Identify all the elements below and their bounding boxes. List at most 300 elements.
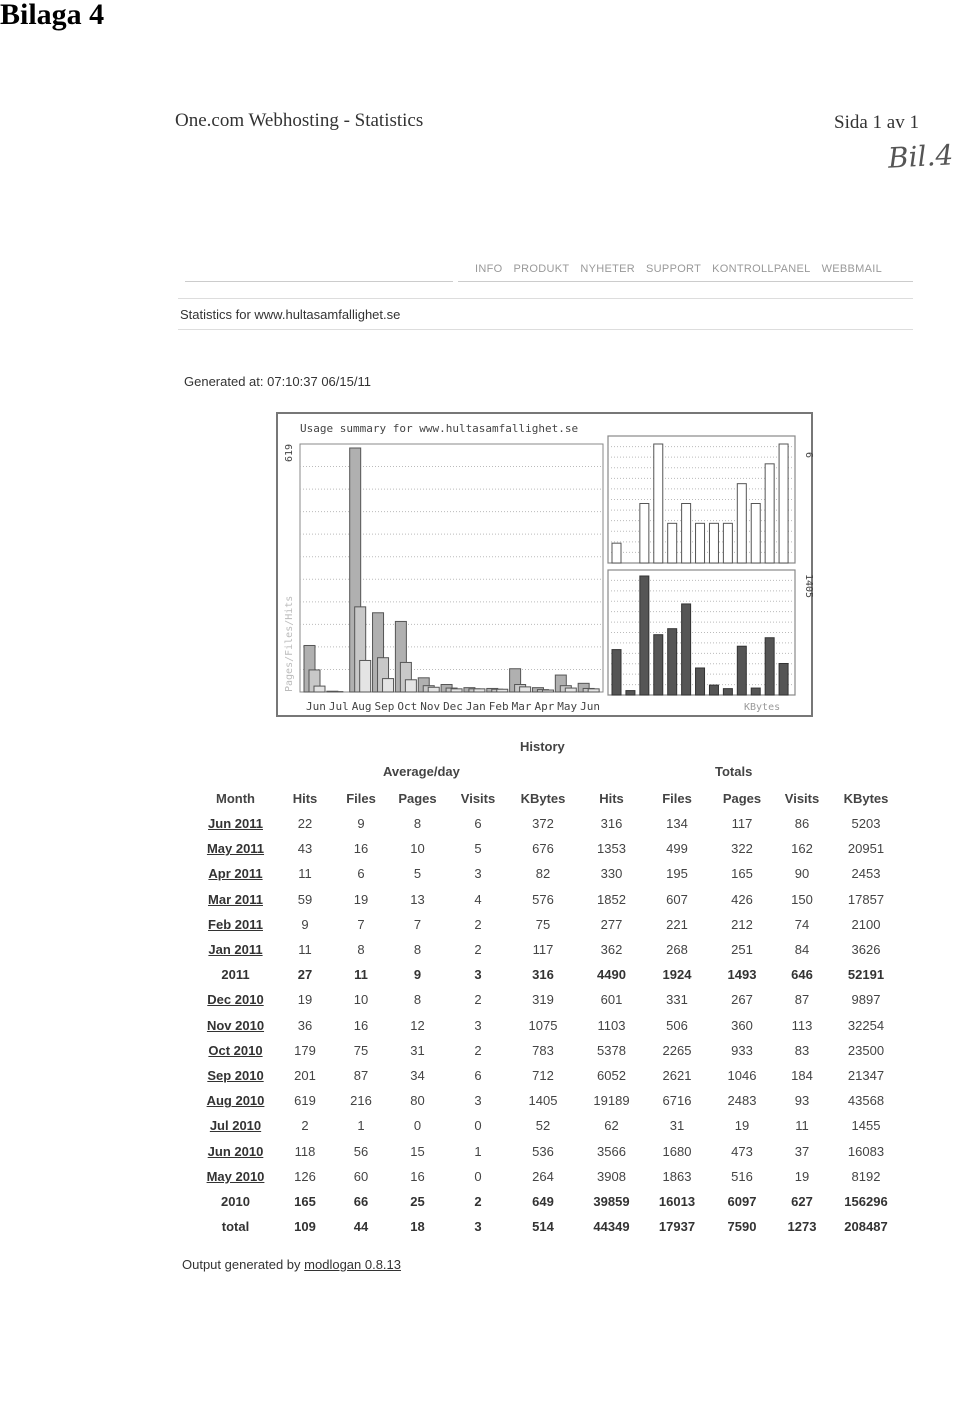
visits-bar [612,543,621,563]
value-cell: 676 [532,841,554,857]
value-cell: 331 [666,992,688,1008]
value-cell: 6716 [662,1093,692,1109]
kbytes-bar [737,646,746,695]
value-cell: 2 [474,942,482,958]
value-cell: 3626 [851,942,881,958]
top-navigation [475,263,882,275]
month-link[interactable]: Jan 2011 [208,942,263,958]
value-cell: 1046 [727,1067,757,1083]
value-cell: 20951 [847,841,885,857]
month-cell[interactable] [198,987,273,1012]
kbytes-bar [668,629,677,695]
value-cell: 17937 [658,1219,696,1235]
column-header-kbytes: KBytes [843,791,889,806]
pages-bar [565,688,576,692]
month-labels [306,700,600,713]
value-cell: 4 [474,891,482,907]
month-cell[interactable] [198,887,273,912]
value-cell: 8 [413,992,422,1008]
value-cell: 195 [666,866,688,882]
value-cell: 6 [474,816,482,832]
column-header-files: Files [346,791,376,806]
usage-chart [276,412,813,717]
table-row [198,912,901,937]
footer [182,1257,401,1272]
table-row [198,987,901,1012]
value-cell: 264 [532,1168,554,1184]
table-row [198,1013,901,1038]
visits-bar [779,444,788,563]
value-cell: 21347 [847,1067,885,1083]
table-row [198,1063,901,1088]
kbytes-bar [723,689,732,695]
value-cell: 16 [353,841,369,857]
month-cell[interactable] [198,1113,273,1138]
value-cell: 6 [474,1067,482,1083]
value-cell: 3566 [597,1143,626,1159]
column-header-pages: Pages [722,791,762,806]
value-cell: 212 [731,916,753,932]
month-link[interactable]: Dec 2010 [207,992,264,1008]
visits-bar [709,523,718,563]
site-title: Statistics for www.hultasamfallighet.se [180,307,401,322]
pages-bar [520,687,531,692]
value-cell: 19 [734,1118,750,1134]
value-cell: 19 [353,891,369,907]
value-cell: 319 [532,992,554,1008]
value-cell: 80 [410,1093,425,1109]
month-cell[interactable] [198,1138,273,1163]
value-cell: 933 [731,1042,753,1058]
value-cell: 0 [413,1118,422,1134]
value-cell: 184 [791,1067,813,1083]
value-cell: 6052 [597,1067,626,1083]
nav-produkt[interactable]: PRODUKT [513,263,570,275]
value-cell: 16083 [847,1143,885,1159]
month-cell[interactable] [198,836,273,861]
divider [458,281,913,282]
table-row [198,811,901,836]
value-cell: 165 [731,866,753,882]
value-cell: 12 [410,1017,425,1033]
column-header-hits: Hits [599,791,624,806]
month-label: Aug [351,700,372,713]
value-cell: 156296 [844,1193,888,1209]
value-cell: 2453 [851,866,881,882]
value-cell: 16 [353,1017,369,1033]
average-day-heading: Average/day [383,764,460,779]
value-cell: 22 [297,816,313,832]
value-cell: 179 [294,1042,316,1058]
month-link[interactable]: Sep 2010 [207,1067,264,1083]
nav-kontrollpanel[interactable]: KONTROLLPANEL [712,263,811,275]
value-cell: 607 [666,891,688,907]
chart-title: Usage summary for www.hultasamfallighet.se [300,422,579,435]
table-row [198,887,901,912]
month-cell: 2010 [221,1193,250,1209]
value-cell: 316 [532,967,554,983]
table-row [198,962,901,987]
value-cell: 2100 [851,916,881,932]
table-row [198,861,901,886]
table-row [198,1088,901,1113]
footer-prefix: Output generated by [182,1257,305,1272]
value-cell: 619 [294,1093,316,1109]
month-link[interactable]: Aug 2010 [206,1093,265,1109]
value-cell: 8 [357,942,365,958]
divider [185,281,453,282]
pages-bar [588,689,599,692]
value-cell: 36 [297,1017,313,1033]
month-link[interactable]: Jun 2011 [208,816,263,832]
value-cell: 0 [474,1168,482,1184]
value-cell: 165 [294,1193,316,1209]
value-cell: 1863 [662,1168,692,1184]
value-cell: 1 [357,1118,365,1134]
value-cell: 536 [532,1143,554,1159]
month-label: Jun [580,700,601,713]
value-cell: 11 [298,866,312,882]
value-cell: 2621 [662,1067,692,1083]
kbytes-panel [608,570,795,695]
table-header-row [198,786,901,811]
value-cell: 10 [353,992,369,1008]
pages-bar [497,689,508,692]
month-link[interactable]: Mar 2011 [208,891,263,907]
value-cell: 6097 [727,1193,757,1209]
month-link[interactable]: Oct 2010 [208,1042,263,1058]
visits-bar [737,484,746,563]
value-cell: 87 [353,1067,369,1083]
value-cell: 601 [600,992,623,1008]
value-cell: 44349 [593,1219,630,1235]
value-cell: 201 [294,1067,316,1083]
value-cell: 15 [410,1143,425,1159]
table-row [198,937,901,962]
totals-heading: Totals [715,764,753,779]
value-cell: 5378 [597,1042,626,1058]
value-cell: 1 [474,1143,482,1159]
value-cell: 322 [731,841,753,857]
value-cell: 44 [353,1219,369,1235]
value-cell: 1405 [528,1093,558,1109]
month-cell[interactable] [198,811,273,836]
value-cell: 118 [294,1143,316,1159]
month-label: Feb [488,700,509,713]
value-cell: 216 [350,1093,372,1109]
value-cell: 1103 [597,1017,626,1033]
table-row [198,1189,901,1214]
value-cell: 1353 [597,841,626,857]
month-cell[interactable] [198,1164,273,1189]
value-cell: 43 [297,841,313,857]
kbytes-bar [696,668,705,695]
month-label: Nov [420,700,441,713]
value-cell: 52 [535,1118,551,1134]
divider [178,329,913,330]
value-cell: 18 [410,1219,425,1235]
kbytes-axis-label: KBytes [744,702,781,713]
kbytes-max-label: 1405 [803,574,814,599]
value-cell: 1455 [851,1118,881,1134]
month-label: Sep [374,700,395,713]
month-link[interactable]: Jun 2010 [207,1143,264,1159]
value-cell: 11 [298,942,312,958]
value-cell: 783 [532,1042,554,1058]
table-row [198,1138,901,1163]
table-row [198,836,901,861]
kbytes-bar [751,688,760,695]
usage-chart-svg [278,414,814,715]
month-link[interactable]: Nov 2010 [206,1017,265,1033]
pages-bar [360,660,371,692]
value-cell: 649 [532,1193,554,1209]
value-cell: 117 [532,942,554,958]
month-cell[interactable] [198,861,273,886]
value-cell: 5 [413,866,422,882]
month-cell[interactable] [198,1013,273,1038]
month-cell: total [221,1219,250,1235]
nav-support[interactable]: SUPPORT [646,263,702,275]
value-cell: 31 [410,1042,425,1058]
value-cell: 31 [669,1118,685,1134]
value-cell: 1680 [662,1143,692,1159]
value-cell: 66 [353,1193,369,1209]
kbytes-bar [612,650,621,695]
column-header-pages: Pages [398,791,437,806]
visits-bar [654,444,663,563]
value-cell: 8192 [851,1168,881,1184]
value-cell: 9 [301,916,309,932]
value-cell: 1924 [662,967,692,983]
value-cell: 9897 [851,992,881,1008]
value-cell: 8 [413,816,422,832]
visits-bar [723,523,732,563]
column-header-files: Files [662,791,692,806]
column-header-hits: Hits [292,791,318,806]
value-cell: 93 [794,1093,810,1109]
value-cell: 10 [410,841,425,857]
value-cell: 2 [474,1193,482,1209]
value-cell: 25 [410,1193,425,1209]
kbytes-bar [765,638,774,695]
value-cell: 90 [794,866,810,882]
value-cell: 576 [532,891,554,907]
divider [178,298,913,299]
value-cell: 117 [731,816,753,832]
pages-bar [383,679,394,692]
value-cell: 221 [666,916,688,932]
value-cell: 3 [474,1093,482,1109]
value-cell: 39859 [593,1193,630,1209]
value-cell: 7590 [727,1219,757,1235]
modlogan-link[interactable]: modlogan 0.8.13 [304,1257,402,1272]
value-cell: 87 [794,992,810,1008]
value-cell: 2 [474,1042,482,1058]
value-cell: 316 [600,816,623,832]
pages-bar [428,687,439,692]
value-cell: 506 [666,1017,688,1033]
page-number: Sida 1 av 1 [834,112,919,133]
visits-max-label: 6 [803,452,814,459]
column-header-visits: Visits [460,791,496,806]
pages-bar [542,690,553,692]
kbytes-bar [682,604,691,695]
bilaga-heading: Bilaga 4 [0,0,105,31]
nav-nyheter[interactable]: NYHETER [580,263,636,275]
value-cell: 60 [353,1168,369,1184]
month-link[interactable]: May 2010 [206,1168,265,1184]
history-heading: History [520,739,565,754]
value-cell: 2 [474,916,482,932]
panel-border [300,444,603,692]
value-cell: 34 [410,1067,425,1083]
value-cell: 473 [731,1143,753,1159]
table-row [198,1214,901,1239]
value-cell: 0 [474,1118,482,1134]
month-link[interactable]: May 2011 [206,841,265,857]
month-label: Jun [306,700,326,713]
value-cell: 8 [413,942,422,958]
kbytes-bar [709,685,718,695]
value-cell: 1075 [528,1017,558,1033]
value-cell: 7 [357,916,365,932]
visits-bar [668,523,677,563]
value-cell: 62 [604,1118,619,1134]
visits-bar [751,504,760,564]
month-cell: 2011 [221,967,250,983]
visits-bar [696,523,705,563]
month-cell[interactable] [198,1063,273,1088]
value-cell: 7 [413,916,422,932]
value-cell: 712 [532,1067,554,1083]
value-cell: 19 [297,992,313,1008]
history-table [198,786,901,1239]
value-cell: 2 [474,992,482,1008]
nav-webbmail[interactable]: WEBBMAIL [821,263,883,275]
month-cell[interactable] [198,912,273,937]
month-link[interactable]: Jul 2010 [209,1118,262,1134]
value-cell: 13 [410,891,425,907]
value-cell: 56 [353,1143,369,1159]
kbytes-bar [779,663,788,695]
value-cell: 113 [791,1017,813,1033]
value-cell: 82 [535,866,551,882]
value-cell: 75 [353,1042,369,1058]
value-cell: 32254 [847,1017,885,1033]
value-cell: 43568 [847,1093,885,1109]
value-cell: 4490 [597,967,626,983]
value-cell: 499 [666,841,688,857]
generated-timestamp: Generated at: 07:10:37 06/15/11 [184,374,371,389]
month-label: Mar [511,700,532,713]
value-cell: 134 [666,816,688,832]
value-cell: 109 [294,1219,316,1235]
table-row [198,1038,901,1063]
value-cell: 646 [791,967,813,983]
column-header-kbytes: KBytes [520,791,566,806]
visits-bar [682,504,691,564]
value-cell: 516 [731,1168,753,1184]
value-cell: 514 [532,1219,554,1235]
month-link[interactable]: Feb 2011 [208,916,263,932]
month-label: Jan [465,700,486,713]
month-cell[interactable] [198,1088,273,1113]
value-cell: 5 [474,841,482,857]
value-cell: 1493 [727,967,757,983]
value-cell: 277 [600,916,623,932]
value-cell: 11 [354,967,368,983]
month-link[interactable]: Apr 2011 [208,866,263,882]
pages-bar [474,689,485,692]
value-cell: 27 [297,967,313,983]
value-cell: 426 [731,891,753,907]
value-cell: 126 [294,1168,316,1184]
value-cell: 16 [410,1168,425,1184]
left-ylabel: Pages/Files/Hits [284,595,295,692]
pages-bar [314,686,325,692]
month-label: Dec [443,700,463,713]
month-label: Jul [328,700,349,713]
value-cell: 74 [794,916,810,932]
value-cell: 627 [791,1193,813,1209]
column-header-month: Month [216,791,255,806]
month-cell[interactable] [198,1038,273,1063]
value-cell: 19189 [593,1093,630,1109]
table-row [198,1164,901,1189]
value-cell: 150 [791,891,813,907]
value-cell: 86 [794,816,810,832]
value-cell: 6 [357,866,365,882]
value-cell: 1273 [787,1219,817,1235]
month-label: Apr [534,700,555,713]
value-cell: 9 [413,967,422,983]
table-row [198,1113,901,1138]
nav-info[interactable]: INFO [475,263,503,275]
value-cell: 3 [474,1017,482,1033]
value-cell: 360 [731,1017,753,1033]
value-cell: 2265 [662,1042,692,1058]
document-title: One.com Webhosting - Statistics [175,110,424,131]
visits-bar [765,464,774,563]
value-cell: 16013 [658,1193,696,1209]
value-cell: 5203 [851,816,881,832]
value-cell: 23500 [847,1042,885,1058]
value-cell: 372 [532,816,554,832]
pages-bar [451,689,462,692]
value-cell: 362 [600,942,623,958]
month-label: May [557,700,578,713]
pages-bar [405,680,416,692]
value-cell: 2 [301,1118,309,1134]
value-cell: 3 [474,1219,482,1235]
value-cell: 267 [731,992,753,1008]
left-max-label: 619 [284,443,295,462]
value-cell: 3 [474,866,482,882]
kbytes-bar [654,635,663,695]
value-cell: 330 [600,866,623,882]
value-cell: 17857 [847,891,885,907]
hits-files-pages-panel [300,444,603,692]
value-cell: 1852 [597,891,626,907]
column-header-visits: Visits [784,791,820,806]
value-cell: 268 [666,942,688,958]
value-cell: 75 [535,916,551,932]
value-cell: 37 [794,1143,810,1159]
value-cell: 11 [795,1118,809,1134]
month-cell[interactable] [198,937,273,962]
value-cell: 9 [357,816,365,832]
